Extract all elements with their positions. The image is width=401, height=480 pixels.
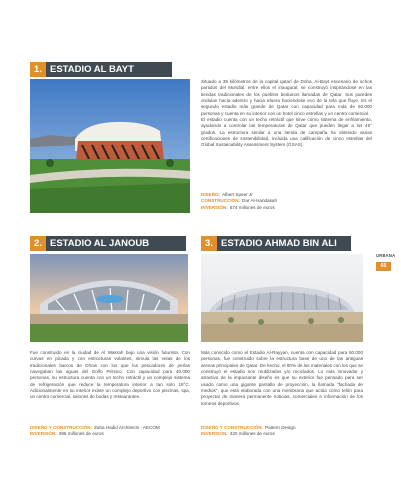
al-janoub-photo xyxy=(30,254,188,342)
section-1-title: ESTADIO AL BAYT xyxy=(50,64,134,75)
section-3-heading xyxy=(201,236,351,251)
ahmad-bin-ali-photo xyxy=(201,254,363,342)
section-2-credits xyxy=(30,425,200,438)
section-2-title: ESTADIO AL JANOUB xyxy=(50,238,150,249)
section-label: URBANA xyxy=(376,253,396,258)
credit-line: DISEÑO Y CONSTRUCCIÓN: Pattern Design xyxy=(201,425,296,430)
section-2-body: Fue construido en la ciudad de Al Wakrah bajo una visión futurista. Con curvas en picada y con estructuras volantes, simula las velas de los tradicionales barcos de Dhow con los que los pescadores de perlas navegaban las aguas del Golfo Pérsico. Con capacidad para 40.000 personas, su estructura cuenta con un techo retráctil y un complejo sistema de refrigeración que reduce la temperatura interior a tan solo 18°C. Adicionalmente en su interior existe un complejo deportivo con piscinas, spa, un centro comercial, salones de bodas y restaurantes. xyxy=(30,350,190,400)
section-1-body xyxy=(201,79,372,149)
section-1-paragraph: Situado a 35 kilómetros de la capital qatarí de Doha, Al-Bayt escenario de ochos partidos del Mundial, entre ellos el inaugural, se construyó inspirándose en las tiendas tradicionales de los pueblos beduinos llamadas de Qatar. Sus paredes ondulan hacia adentro y hacia afuera haciéndose eco de la tela que fluye. Es el segundo estadio más grande de Qatar con capacidad para más de 60.000 personas y cuenta en su interior con un hotel cinco estrellas y un centro comercial. xyxy=(201,79,372,116)
section-3-credits xyxy=(201,425,371,438)
section-1-paragraph: El estadio cuenta con un techo retráctil que sirve como sistema de enfriamiento, ayudando a controlar las temperaturas de Qatar que pueden llegar a los 45° grados. La estructura similar a una tienda de campaña ha obtenido varias certificaciones de sostenibilidad, incluida una calificación de cinco estrellas del Global Sustainability Assessment System (GSAS). xyxy=(201,117,372,148)
section-1-credits xyxy=(201,192,372,211)
section-3-number: 3. xyxy=(201,236,217,251)
credit-line: DISEÑO Y CONSTRUCCIÓN: Zaha Hadid Architects - AECOM xyxy=(30,425,160,430)
al-bayt-photo xyxy=(30,79,190,213)
credit-line: CONSTRUCCIÓN: Dar Al-Handasah xyxy=(201,198,278,204)
credit-line: DISEÑO: Albert Speer Jr xyxy=(201,192,253,197)
section-2-heading xyxy=(30,236,186,251)
section-2-number: 2. xyxy=(30,236,46,251)
section-1-number: 1. xyxy=(30,62,46,77)
credit-line: INVERSIÓN: 674 millones de euros xyxy=(201,204,275,210)
page-number: 65 xyxy=(376,262,391,271)
credit-line: INVERSIÓN: 286 millones de euros xyxy=(30,431,104,437)
section-3-body: Más conocido como el Estadio Al-Rayyan, cuenta con capacidad para 60.000 personas, fue construido sobre la estructura base de uno de las antiguas arenas principales de Qatar. De hecho, el 80% de los materiales con los que se construyó el estadio son reutilizados y/o reciclados. Lo más innovador y atractivo de la impactante diseño es que su exterior fue pensado para ser usado como una gigante pantalla de proyección, la llamada "fachada de medios", que está elaborada con una membrana que actúa como telón para proyectar de manera permanente noticias, comerciales e información de los torneos deportivos. xyxy=(201,350,363,406)
credit-line: INVERSIÓN: 420 millones de euros xyxy=(201,431,275,437)
section-3-title: ESTADIO AHMAD BIN ALI xyxy=(221,238,337,249)
section-1-heading xyxy=(30,62,172,77)
